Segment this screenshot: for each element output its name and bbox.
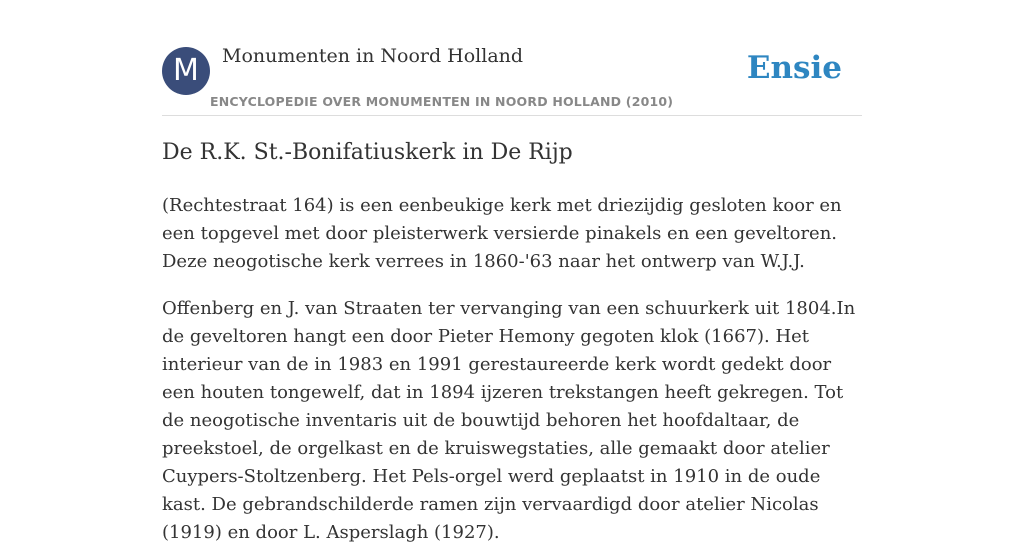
- header: [162, 40, 862, 116]
- article-paragraph-1: (Rechtestraat 164) is een eenbeukige kerk met driezijdig gesloten koor en een topgevel met door pleisterwerk versierde pinakels en een geveltoren. Deze neogotische kerk verrees in 1860-'63 naar het ontwerp van W.J.J.: [162, 195, 842, 272]
- site-title-link[interactable]: Monumenten in Noord Holland: [222, 45, 524, 67]
- header-divider: [162, 115, 862, 116]
- avatar[interactable]: M: [162, 47, 210, 95]
- ensie-logo[interactable]: Ensie: [746, 50, 842, 86]
- article-paragraph-2: Offenberg en J. van Straaten ter vervanging van een schuurkerk uit 1804.In de geveltoren hangt een door Pieter Hemony gegoten klok (1667). Het interieur van de in 1983 en 1991 gerestaureerde kerk wordt gedekt door een houten tongewelf, dat in 1894 ijzeren trekstangen heeft gekregen. Tot de neogotische inventaris uit de bouwtijd behoren het hoofdaltaar, de preekstoel, de orgelkast en de kruiswegstaties, alle gemaakt door atelier Cuypers-Stoltzenberg. Het Pels-orgel werd geplaatst in 1910 in de oude kast. De gebrandschilderde ramen zijn vervaardigd door atelier Nicolas (1919) en door L. Asperslagh (1927).: [162, 298, 856, 543]
- source-subtitle: ENCYCLOPEDIE OVER MONUMENTEN IN NOORD HOLLAND (2010): [210, 94, 674, 109]
- article-title: De R.K. St.-Bonifatiuskerk in De Rijp: [162, 140, 573, 165]
